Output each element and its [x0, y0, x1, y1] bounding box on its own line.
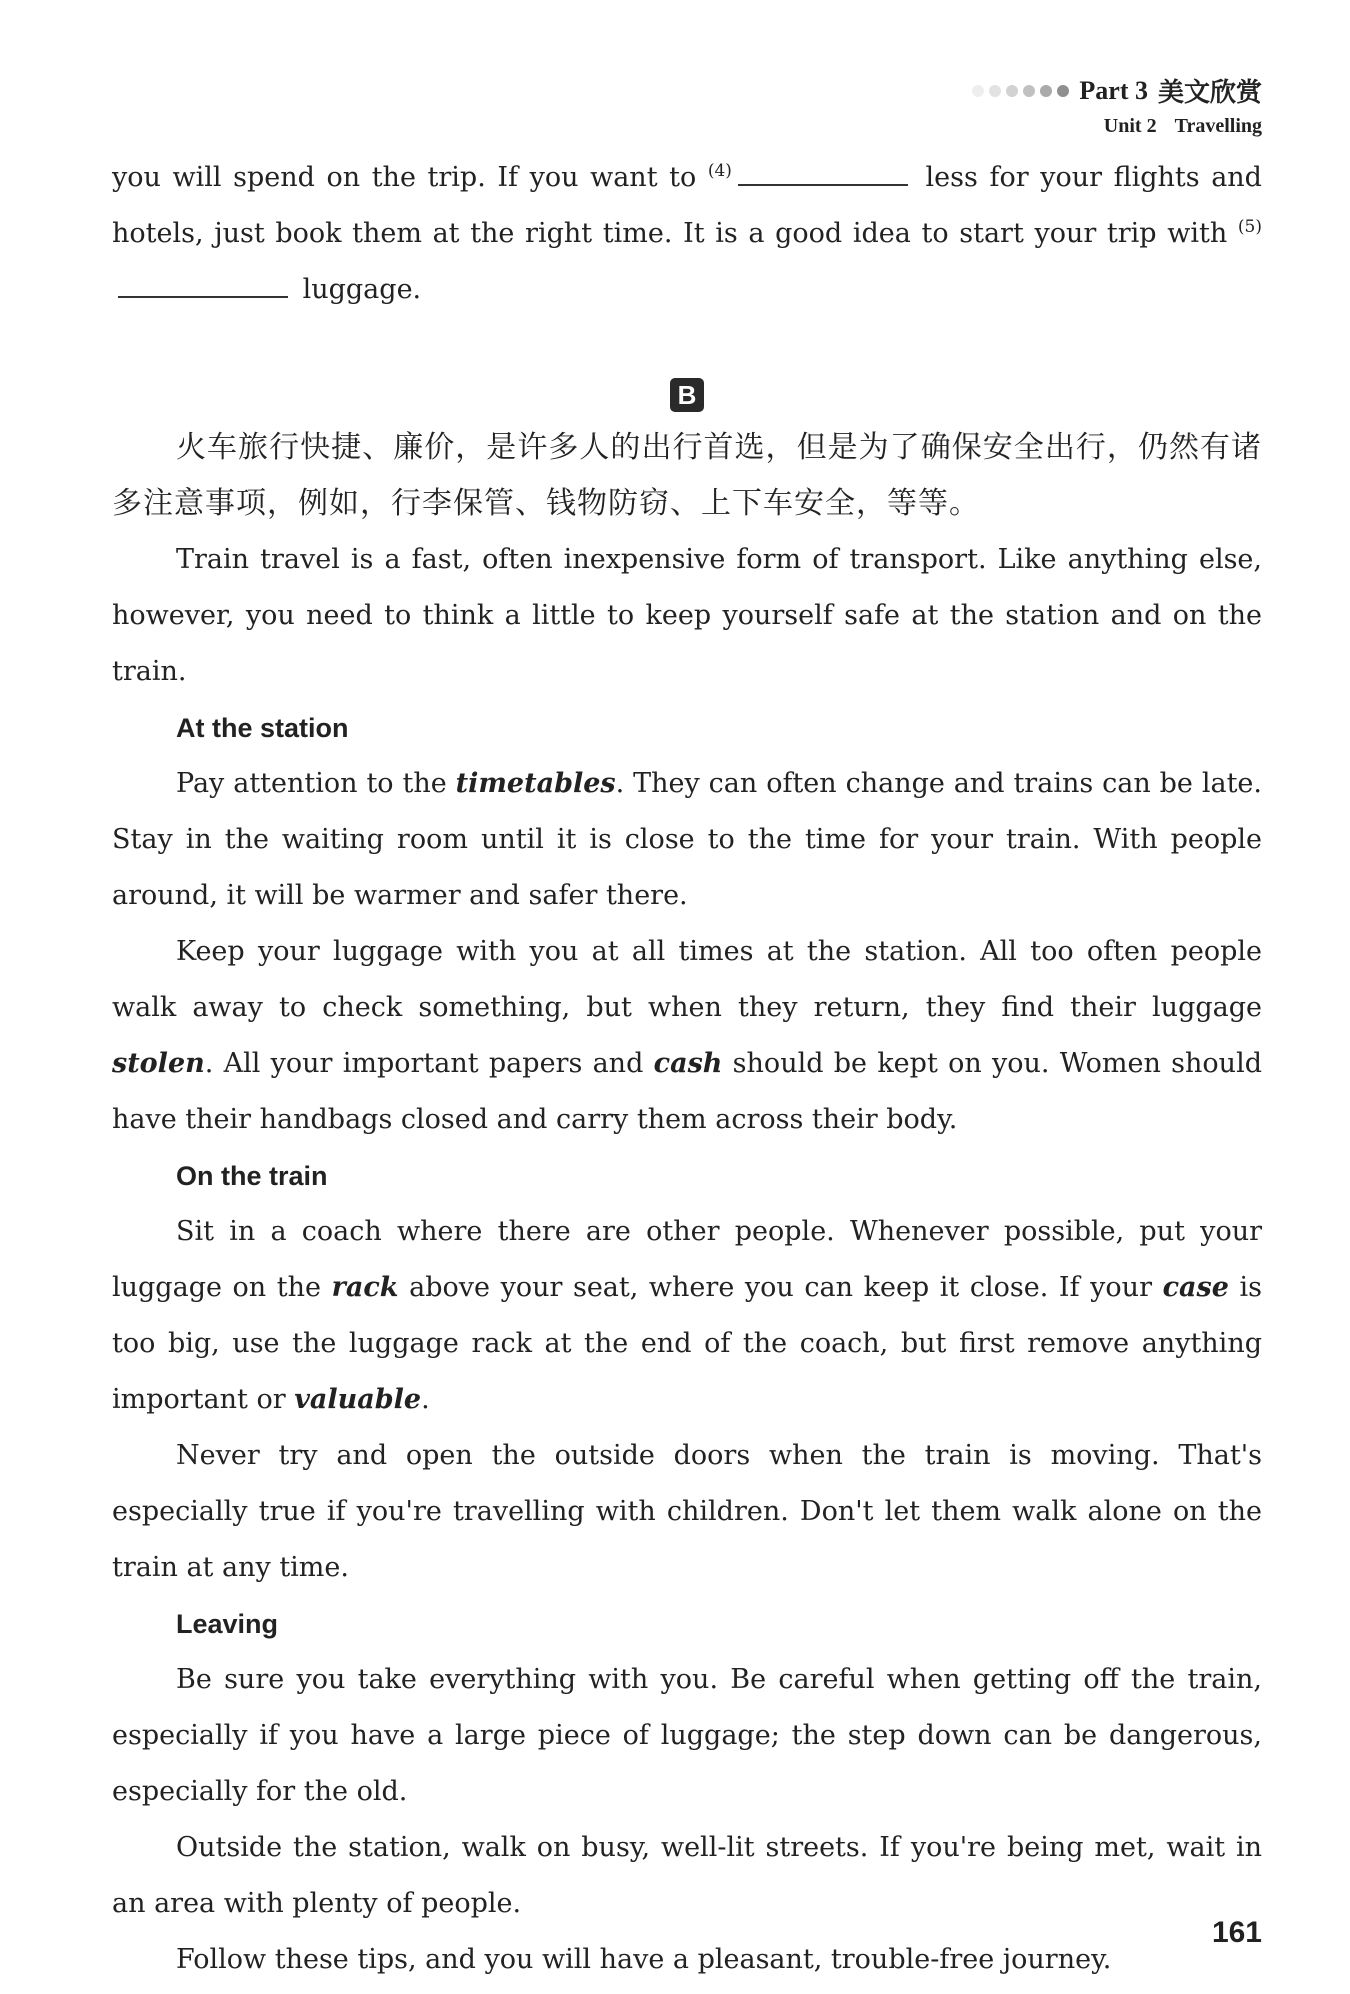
text-span: . They can often change and trains can be late. Stay in the waiting room until it is close to the time for your train. With people around, it will be warmer and safer there.: [112, 768, 1262, 911]
keyword-cash: cash: [653, 1048, 723, 1079]
header-dots-decoration: [972, 85, 1069, 97]
train-paragraph-2: Never try and open the outside doors when the train is moving. That's especially true if you're travelling with children. Don't let them walk alone on the train at any time.: [112, 1440, 1262, 1583]
section-badge-row: [112, 376, 1262, 416]
dot-icon: [1057, 85, 1069, 97]
dot-icon: [989, 85, 1001, 97]
dot-icon: [1023, 85, 1035, 97]
intro-text-b: less for your flights and hotels, just book them at the right time. It is a good idea to start your trip with: [112, 162, 1262, 249]
fill-blank-5[interactable]: [118, 270, 288, 298]
text-span: .: [421, 1384, 430, 1415]
fill-blank-4[interactable]: [738, 158, 908, 186]
intro-text-c: luggage.: [302, 274, 422, 305]
leaving-paragraph-2: Outside the station, walk on busy, well-lit streets. If you're being met, wait in an area with plenty of people.: [112, 1832, 1262, 1919]
heading-on-the-train: On the train: [176, 1161, 328, 1191]
text-span: is too big, use the luggage rack at the end of the coach, but first remove anything important or: [112, 1272, 1262, 1415]
page-number: 161: [1211, 1916, 1262, 1949]
dot-icon: [1006, 85, 1018, 97]
intro-text-a: you will spend on the trip. If you want to: [112, 162, 697, 193]
text-span: above your seat, where you can keep it close. If your: [398, 1272, 1163, 1303]
heading-leaving: Leaving: [176, 1609, 279, 1639]
header-part-title: 美文欣赏: [1157, 78, 1262, 108]
station-paragraph-2: [112, 924, 1262, 1148]
header-unit-title: Travelling: [1174, 115, 1262, 137]
chinese-intro: 火车旅行快捷、廉价，是许多人的出行首选，但是为了确保安全出行，仍然有诸多注意事项，例如，行李保管、钱物防窃、上下车安全，等等。: [112, 430, 1262, 521]
dot-icon: [972, 85, 984, 97]
text-span: Keep your luggage with you at all times at the station. All too often people walk away to check something, but when they return, they find their luggage: [112, 936, 1262, 1023]
section-badge: B: [670, 378, 704, 412]
leaving-paragraph-3: Follow these tips, and you will have a pleasant, trouble-free journey.: [176, 1944, 1112, 1975]
blank-number-5: (5): [1237, 217, 1262, 237]
text-span: should be kept on you. Women should have their handbags closed and carry them across their body.: [112, 1048, 1262, 1135]
train-paragraph-1: [112, 1204, 1262, 1428]
station-paragraph-1: [112, 756, 1262, 924]
text-span: Pay attention to the: [176, 768, 456, 799]
header-unit-line: [972, 115, 1262, 138]
keyword-stolen: stolen: [112, 1048, 205, 1079]
heading-at-the-station: At the station: [176, 713, 349, 743]
keyword-rack: rack: [331, 1272, 399, 1303]
header-unit: Unit 2: [1103, 115, 1157, 137]
blank-number-4: (4): [707, 161, 732, 181]
text-span: Sit in a coach where there are other people. Whenever possible, put your luggage on the: [112, 1216, 1262, 1303]
text-span: . All your important papers and: [204, 1048, 654, 1079]
header-part-line: [972, 72, 1262, 109]
page-content: [112, 150, 1262, 1988]
dot-icon: [1040, 85, 1052, 97]
page-header: [972, 72, 1262, 138]
leaving-paragraph-1: Be sure you take everything with you. Be careful when getting off the train, especially if you have a large piece of luggage; the step down can be dangerous, especially for the old.: [112, 1664, 1262, 1807]
intro-continuation: [112, 150, 1262, 318]
keyword-case: case: [1162, 1272, 1229, 1303]
keyword-timetables: timetables: [455, 768, 616, 799]
keyword-valuable: valuable: [294, 1384, 422, 1415]
intro-paragraph: Train travel is a fast, often inexpensive form of transport. Like anything else, however, you need to think a little to keep yourself safe at the station and on the train.: [112, 544, 1262, 687]
header-part: Part 3: [1079, 75, 1148, 105]
